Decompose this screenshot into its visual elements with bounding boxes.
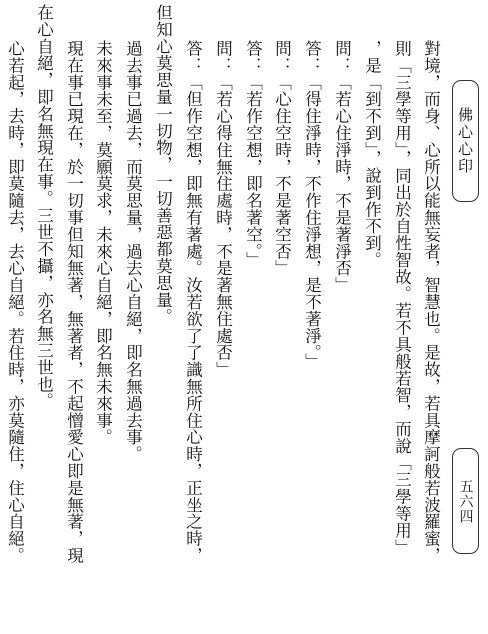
text-column: 問：「若心住淨時，不是著淨否」 — [332, 40, 352, 294]
text-column: 答：「若作空想，即名著空。」 — [243, 40, 263, 269]
text-column: 對境，而身、心所以能無妄者，智慧也。是故，若具摩訶般若波羅蜜， — [421, 40, 441, 564]
text-column: 現在事已現在，於一切事但知無著，無著者，不起憎愛心即是無著，現 — [64, 40, 84, 564]
book-title-badge: 佛心心印 — [452, 80, 479, 202]
page-number-badge: 五六四 — [452, 448, 479, 554]
text-column: 答：「但作空想，即無有著處。汝若欲了了識無所住心時，正坐之時， — [183, 40, 203, 564]
text-column: 過去事已過去，而莫思量，過去心自絕，即名無過去事。 — [123, 40, 143, 463]
text-column: 心若起，去時，即莫隨去，去心自絕。若住時，亦莫隨住，住心自絕。 — [5, 40, 25, 564]
text-column: 答：「得住淨時，不作住淨想，是不著淨。」 — [302, 40, 322, 370]
text-column: 問：「心住空時，不是著空否」 — [272, 40, 292, 277]
text-column: 未來事未至，莫願莫求，未來心自絕，即名無未來事。 — [93, 40, 113, 446]
text-column: 但知心莫思量一切物，一切善惡都莫思量。 — [153, 4, 173, 326]
text-column: ，是「到不到」，說到作不到。 — [362, 40, 382, 269]
text-column: 問：「若心得住無住處時，不是著無住處否」 — [213, 40, 233, 378]
text-column: 在心自絕，即名無現在事。三世不攝，亦名無三世也。 — [34, 4, 54, 410]
text-column: 則「三學等用」，同出於自性智故。若不具般若智，而說「三學等用」 — [392, 40, 412, 556]
